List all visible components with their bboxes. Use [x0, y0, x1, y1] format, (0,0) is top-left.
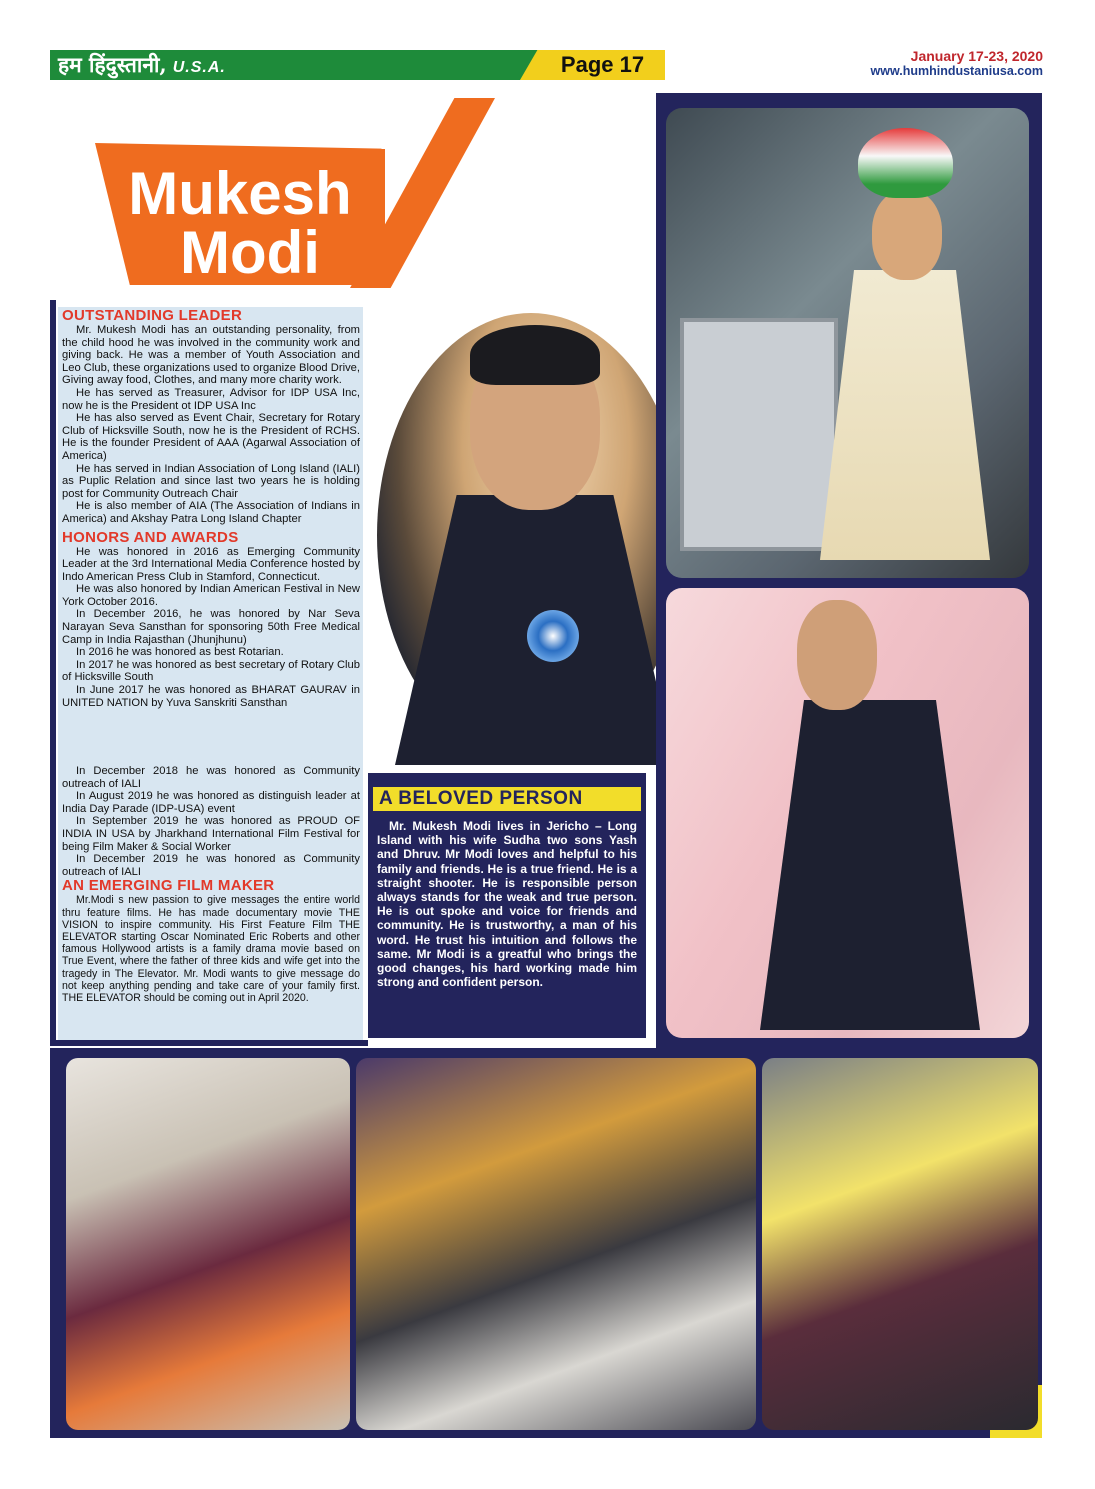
- portrait-hair: [470, 325, 600, 385]
- article-paragraph: He has served as Treasurer, Advisor for IDP USA Inc, now he is the President ot IDP USA Inc: [62, 386, 360, 412]
- article-paragraph: Mr. Mukesh Modi has an outstanding personality, from the child hood he was involved in the community work and giving back. He was a member of Youth Association and Leo Club, these organizations used to organize Blood Drive, Giving away food, Clothes, and many more charity work.: [62, 324, 360, 387]
- article-paragraph: He is also member of AIA (The Association of Indians in America) and Akshay Patra Long Island Chapter: [62, 500, 360, 525]
- article-paragraph: He has served in Indian Association of Long Island (IALI) as Puplic Relation and since last two years he is holding post for Community Outreach Chair: [62, 462, 360, 500]
- article-paragraph: In December 2018 he was honored as Community outreach of IALI: [62, 765, 360, 790]
- photo-face: [872, 190, 942, 280]
- headline-last-name: Modi: [180, 219, 320, 286]
- website-link[interactable]: www.humhindustaniusa.com: [870, 64, 1043, 78]
- beloved-heading: A BELOVED PERSON: [373, 787, 641, 811]
- photo-holiday-couple: [66, 1058, 350, 1430]
- article-paragraph: In 2016 he was honored as best Rotarian.: [76, 646, 284, 659]
- article-frame-bottom: [50, 1040, 368, 1046]
- article-paragraph: In December 2019 he was honored as Community outreach of IALI: [62, 853, 360, 878]
- article-paragraph: In December 2016, he was honored by Nar Seva Narayan Seva Sansthan for sponsoring 50th Free Medical Camp in India Rajasthan (Jhunjhunu): [62, 608, 360, 646]
- award-rosette: [527, 610, 579, 662]
- headline-first-name: Mukesh: [128, 160, 352, 227]
- article-paragraph: In 2017 he was honored as best secretary of Rotary Club of Hicksville South: [62, 658, 360, 684]
- beloved-paragraph: Mr. Mukesh Modi lives in Jericho – Long Island with his wife Sudha two sons Yash and Dhruv. Mr Modi loves and helpful to his family and friends. He is a true friend. He is a straight shooter. He is responsible person always stands for the weak and true person. He is out spoke and voice for friends and community. He is trustworthy, a man of his word. He trust his intuition and follows the same. Mr Modi is a greatful who brings the good changes, his hard working made him strong and confident person.: [377, 819, 637, 990]
- article-frame-left: [50, 300, 56, 1045]
- section-heading-film-maker: AN EMERGING FILM MAKER: [62, 877, 275, 895]
- article-paragraph: In September 2019 he was honored as PROUD OF INDIA IN USA by Jharkhand International Film Festival for being Film Maker & Social Worker: [62, 815, 360, 853]
- photo-selfie: [762, 1058, 1038, 1430]
- article-paragraph: Mr.Modi s new passion to give messages the entire world thru feature films. He has made documentary movie THE VISION to inspire community. His First Feature Film THE ELEVATOR starting Oscar Nominated Eric Roberts and other famous Hollywood artists is a family drama movie based on True Event, where the father of three kids and wife get into the tragedy in The Elevator. Mr. Modi wants to give message do not keep anything pending and take care of your family first. THE ELEVATOR should be coming out in April 2020.: [62, 894, 360, 1004]
- article-paragraph: He was honored in 2016 as Emerging Community Leader at the 3rd International Media Conference hosted by Indo American Press Club in Stamford, Connecticut.: [62, 545, 360, 583]
- photo-face: [797, 600, 877, 710]
- page-number: Page 17: [560, 52, 645, 77]
- article-column-top: [62, 308, 360, 709]
- article-paragraph: In August 2019 he was honored as distinguish leader at India Day Parade (IDP-USA) event: [62, 790, 360, 815]
- article-column-bottom: [62, 765, 360, 1004]
- article-paragraph: He has also served as Event Chair, Secretary for Rotary Club of Hicksville South, now he is the President of RCHS. He is the founder President of AAA (Agarwal Association of America): [62, 412, 360, 462]
- section-heading-honors: HONORS AND AWARDS: [62, 528, 239, 546]
- issue-date: January 17-23, 2020: [910, 48, 1043, 64]
- newspaper-title-suffix: U.S.A.: [172, 59, 226, 76]
- photo-certificate-presentation: [356, 1058, 756, 1430]
- newspaper-title: [58, 50, 226, 80]
- section-heading-outstanding-leader: OUTSTANDING LEADER: [62, 307, 243, 324]
- beloved-content: [373, 787, 641, 1035]
- award-plaque: [680, 318, 838, 551]
- tricolor-turban: [858, 128, 953, 198]
- article-paragraph: He was also honored by Indian American Festival in New York October 2016.: [62, 583, 360, 608]
- article-paragraph: In June 2017 he was honored as BHARAT GAURAV in UNITED NATION by Yuva Sanskriti Sansthan: [62, 684, 360, 709]
- newspaper-title-hindi: हम हिंदुस्तानी,: [58, 52, 167, 77]
